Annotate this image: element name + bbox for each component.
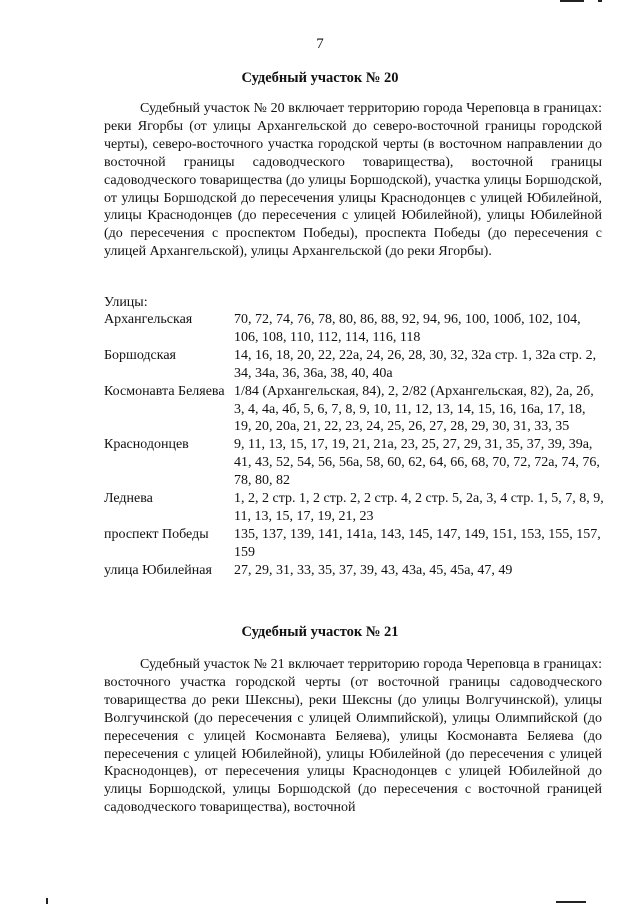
street-row [104,562,606,580]
street-row [104,311,606,347]
house-numbers: 1, 2, 2 стр. 1, 2 стр. 2, 2 стр. 4, 2 стр. 5, 2а, 3, 4 стр. 1, 5, 7, 8, 9, 11, 13, 15, 17, 19, 21, 23 [234,491,604,524]
street-row [104,347,606,383]
streets-caption: Улицы: [104,295,148,310]
section-21-description: Судебный участок № 21 включает территорию города Череповца в границах: восточного участка городской черты (от восточной границы садоводческого товарищества до реки Шексны), реки Шексны (до улицы Волгучинской), улицы Волгучинской (до пересечения с улицей Олимпийской), улицы Олимпийской (до пересечения с улицей Космонавта Беляева), улицы Космонавта Беляева (до пересечения с улицей Юбилейной), улицы Юбилейной (до пересечения с улицей Краснодонцев), от пересечения улицы Краснодонцев с улицей Юбилейной до улицы Боршодской, улицы Боршодской (до пересечения с восточной границей садоводческого товарищества), восточной [104,657,602,816]
section-20-description: Судебный участок № 20 включает территорию города Череповца в границах: реки Ягорбы (от улицы Архангельской до северо-восточной границы городской черты), северо-восточного участка городской черты (в восточном направлении до восточной границы садоводческого товарищества), восточной границы садоводческого товарищества (до улицы Боршодской), участка улицы Боршодской, от улицы Боршодской до пересечения улицы Краснодонцев с улицей Юбилейной, улицы Краснодонцев (до пересечения с улицей Юбилейной), улицы Юбилейной (до пересечения с проспектом Победы), проспекта Победы (до пересечения с улицей Архангельской), улицы Архангельской (до реки Ягорбы). [104,101,602,260]
house-numbers: 9, 11, 13, 15, 17, 19, 21, 21а, 23, 25, 27, 29, 31, 35, 37, 39, 39а, 41, 43, 52, 54, 56, 56а, 58, 60, 62, 64, 66, 68, 70, 72, 72а, 74, 76, 78, 80, 82 [234,437,600,489]
page-number: 7 [316,36,324,52]
street-row [104,383,606,437]
house-numbers: 135, 137, 139, 141, 141а, 143, 145, 147, 149, 151, 153, 155, 157, 159 [234,526,601,560]
street-name: Архангельская [104,312,193,327]
house-numbers: 14, 16, 18, 20, 22, 22а, 24, 26, 28, 30, 32, 32а стр. 1, 32а стр. 2, 34, 34а, 36, 36а, 38, 40, 40а [234,347,597,381]
street-name: проспект Победы [104,526,209,542]
scan-mark [598,0,602,2]
street-name: Космонавта Беляева [104,383,225,399]
street-row [104,490,606,526]
scan-mark [46,898,48,904]
street-name: Леднева [104,491,153,507]
section-20-title: Судебный участок № 20 [241,70,399,86]
house-numbers: 27, 29, 31, 33, 35, 37, 39, 43, 43а, 45, 45а, 47, 49 [234,562,513,578]
house-numbers: 1/84 (Архангельская, 84), 2, 2/82 (Архангельская, 82), 2а, 2б, 3, 4, 4а, 4б, 5, 6, 7, 8, 9, 10, 11, 12, 13, 14, 15, 16, 16а, 17, 18, 19, 20, 20а, 21, 22, 23, 24, 25, 26, 27, 28, 29, 30, 31, 33, 35 [234,383,594,435]
streets-table [104,311,606,580]
scan-mark [560,0,584,2]
street-name: Краснодонцев [104,437,189,453]
scan-mark [556,901,586,903]
street-row [104,526,606,562]
street-row [104,436,606,490]
house-numbers: 70, 72, 74, 76, 78, 80, 86, 88, 92, 94, 96, 100, 100б, 102, 104, 106, 108, 110, 112, 114, 116, 118 [234,312,581,345]
street-name: улица Юбилейная [104,562,212,578]
street-name: Боршодская [104,347,176,363]
section-21-title: Судебный участок № 21 [241,624,399,640]
